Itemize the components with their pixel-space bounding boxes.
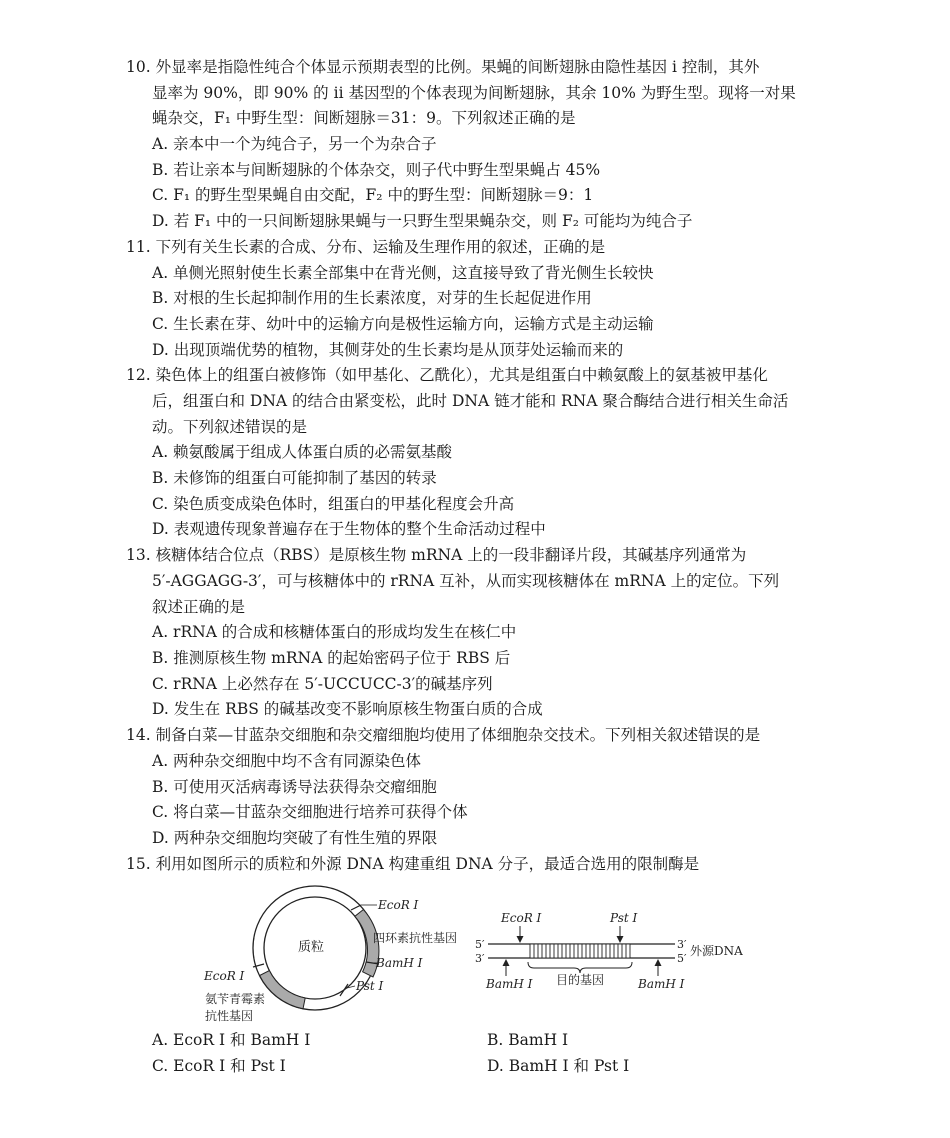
plasmid-ecori-site-right	[351, 905, 361, 910]
q13-option-a[interactable]: A. rRNA 的合成和核糖体蛋白的形成均发生在核仁中	[152, 623, 517, 641]
q10-option-d[interactable]: D. 若 F₁ 中的一只间断翅脉果蝇与一只野生型果蝇杂交，则 F₂ 可能均为纯合子	[152, 212, 693, 230]
plasmid-diagram	[195, 878, 475, 1028]
bamhi-arrow-left	[503, 959, 510, 976]
q14-option-d[interactable]: D. 两种杂交细胞均突破了有性生殖的界限	[152, 829, 438, 847]
q10-option-a[interactable]: A. 亲本中一个为纯合子，另一个为杂合子	[152, 135, 437, 153]
plasmid-psti-label: Pst Ⅰ	[356, 979, 384, 993]
q10-stem-line-2: 显率为 90%，即 90% 的 ii 基因型的个体表现为间断翅脉，其余 10% 为野生型。现将一对果	[152, 84, 796, 102]
q13-stem-line-2: 5′-AGGAGG-3′，可与核糖体中的 rRNA 互补，从而实现核糖体在 mRNA 上的定位。下列	[152, 572, 780, 590]
q14-option-b[interactable]: B. 可使用灭活病毒诱导法获得杂交瘤细胞	[152, 778, 437, 796]
q13-stem-line-3: 叙述正确的是	[152, 598, 246, 616]
q11-option-c[interactable]: C. 生长素在芽、幼叶中的运输方向是极性运输方向，运输方式是主动运输	[152, 315, 654, 333]
q13-option-d[interactable]: D. 发生在 RBS 的碱基改变不影响原核生物蛋白质的合成	[152, 700, 543, 718]
ampicillin-gene-label-2: 抗性基因	[205, 1009, 254, 1023]
q13-option-c[interactable]: C. rRNA 上必然存在 5′-UCCUCC-3′的碱基序列	[152, 675, 493, 693]
q12-stem-line-3: 动。下列叙述错误的是	[152, 418, 308, 436]
plasmid-label: 质粒	[298, 940, 325, 955]
foreign-dna-label: 外源DNA	[690, 944, 743, 958]
plasmid-psti-site	[340, 984, 348, 996]
target-gene-label: 目的基因	[556, 973, 605, 987]
bottom-strand-3-prime: 3′	[475, 952, 485, 965]
q11-option-a[interactable]: A. 单侧光照射使生长素全部集中在背光侧，这直接导致了背光侧生长较快	[152, 264, 654, 282]
ecori-arrow	[517, 926, 524, 943]
top-strand-5-prime: 5′	[475, 938, 485, 951]
tetracycline-gene-label: 四环素抗性基因	[373, 931, 458, 945]
q10-stem-line-1: 10. 外显率是指隐性纯合个体显示预期表型的比例。果蝇的间断翅脉由隐性基因 i 控制，其外	[126, 58, 760, 76]
q12-option-d[interactable]: D. 表观遗传现象普遍存在于生物体的整个生命活动过程中	[152, 520, 546, 538]
plasmid-ecori-label-right: EcoR Ⅰ	[378, 898, 419, 912]
psti-arrow	[617, 926, 624, 943]
q10-stem-line-3: 蝇杂交，F₁ 中野生型：间断翅脉＝31：9。下列叙述正确的是	[152, 109, 576, 127]
q14-stem-line-1: 14. 制备白菜—甘蓝杂交细胞和杂交瘤细胞均使用了体细胞杂交技术。下列相关叙述错误的是	[126, 726, 761, 744]
foreign-dna-diagram	[470, 906, 770, 1002]
q14-option-a[interactable]: A. 两种杂交细胞中均不含有同源染色体	[152, 752, 422, 770]
foreign-psti-label: Pst Ⅰ	[610, 911, 638, 925]
q15-option-d[interactable]: D. BamH Ⅰ 和 Pst Ⅰ	[487, 1057, 630, 1075]
foreign-ecori-label: EcoR Ⅰ	[501, 911, 542, 925]
q15-stem-line-1: 15. 利用如图所示的质粒和外源 DNA 构建重组 DNA 分子，最适合选用的限制酶是	[126, 855, 700, 873]
q15-option-c[interactable]: C. EcoR Ⅰ 和 Pst Ⅰ	[152, 1057, 286, 1075]
q12-option-b[interactable]: B. 未修饰的组蛋白可能抑制了基因的转录	[152, 469, 437, 487]
foreign-bamhi-label-left: BamH Ⅰ	[486, 977, 533, 991]
q12-stem-line-1: 12. 染色体上的组蛋白被修饰（如甲基化、乙酰化），尤其是组蛋白中赖氨酸上的氨基被甲基化	[126, 366, 768, 384]
q10-option-c[interactable]: C. F₁ 的野生型果蝇自由交配，F₂ 中的野生型：间断翅脉＝9：1	[152, 186, 594, 204]
ampicillin-gene-segment	[260, 971, 306, 1009]
target-gene-hatching	[530, 944, 630, 958]
plasmid-bamhi-label: BamH Ⅰ	[376, 956, 423, 970]
q15-option-a[interactable]: A. EcoR Ⅰ 和 BamH Ⅰ	[152, 1031, 311, 1049]
foreign-bamhi-label-right: BamH Ⅰ	[638, 977, 685, 991]
plasmid-ecori-label-left: EcoR Ⅰ	[204, 969, 245, 983]
bamhi-arrow-right	[655, 959, 662, 976]
ampicillin-gene-label-1: 氨苄青霉素	[205, 992, 266, 1006]
target-gene-brace	[528, 962, 632, 973]
q12-stem-line-2: 后，组蛋白和 DNA 的结合由紧变松，此时 DNA 链才能和 RNA 聚合酶结合进行相关生命活	[152, 392, 789, 410]
q12-option-a[interactable]: A. 赖氨酸属于组成人体蛋白质的必需氨基酸	[152, 443, 453, 461]
q10-option-b[interactable]: B. 若让亲本与间断翅脉的个体杂交，则子代中野生型果蝇占 45%	[152, 161, 601, 179]
q14-option-c[interactable]: C. 将白菜—甘蓝杂交细胞进行培养可获得个体	[152, 803, 468, 821]
q13-stem-line-1: 13. 核糖体结合位点（RBS）是原核生物 mRNA 上的一段非翻译片段，其碱基序列通常为	[126, 546, 747, 564]
top-strand-3-prime: 3′	[677, 938, 687, 951]
q13-option-b[interactable]: B. 推测原核生物 mRNA 的起始密码子位于 RBS 后	[152, 649, 511, 667]
q11-option-d[interactable]: D. 出现顶端优势的植物，其侧芽处的生长素均是从顶芽处运输而来的	[152, 341, 624, 359]
q12-option-c[interactable]: C. 染色质变成染色体时，组蛋白的甲基化程度会升高	[152, 495, 515, 513]
q11-stem-line-1: 11. 下列有关生长素的合成、分布、运输及生理作用的叙述，正确的是	[126, 238, 606, 256]
bottom-strand-5-prime: 5′	[677, 952, 687, 965]
q11-option-b[interactable]: B. 对根的生长起抑制作用的生长素浓度，对芽的生长起促进作用	[152, 289, 592, 307]
q15-option-b[interactable]: B. BamH Ⅰ	[487, 1031, 569, 1049]
